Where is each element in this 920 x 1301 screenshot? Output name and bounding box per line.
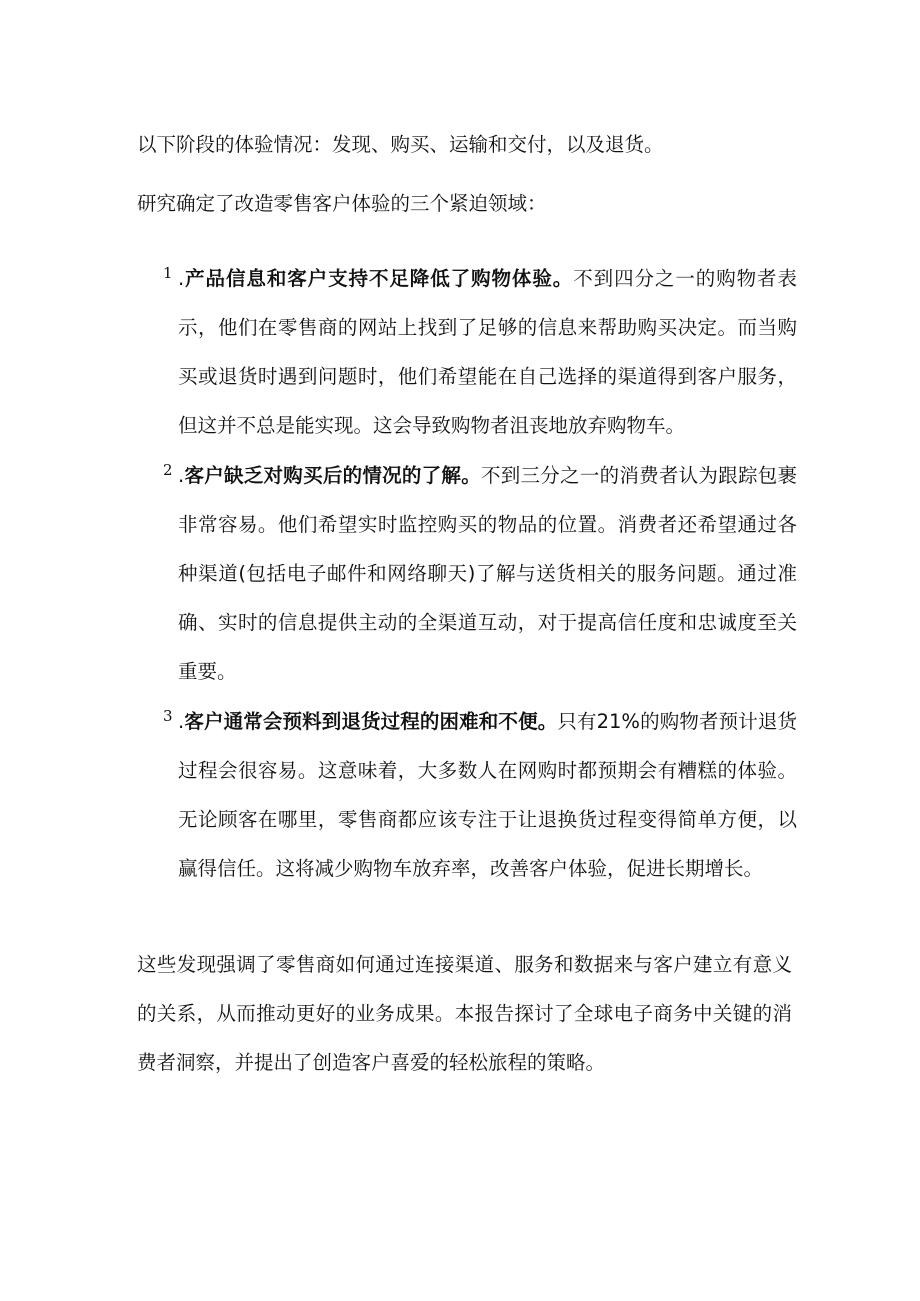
areas-intro-paragraph: 研究确定了改造零售客户体验的三个紧迫领域：: [137, 192, 547, 215]
finding-item-3: [137, 697, 797, 893]
finding-item-2: [137, 451, 797, 696]
finding-number: 1: [163, 264, 173, 282]
conclusion-paragraph: 这些发现强调了零售商如何通过连接渠道、服务和数据来与客户建立有意义的关系，从而推动更好的业务成果。本报告探讨了全球电子商务中关键的消费者洞察，并提出了创造客户喜爱的轻松旅程的策略。: [137, 953, 792, 1074]
finding-body: 只有21%的购物者预计退货过程会很容易。这意味着，大多数人在网购时都预期会有糟糕的体验。无论顾客在哪里，零售商都应该专注于让退换货过程变得简单方便，以赢得信任。这将减少购物车放弃率，改善客户体验，促进长期增长。: [178, 710, 797, 880]
intro-paragraph: 以下阶段的体验情况：发现、购买、运输和交付，以及退货。: [137, 133, 664, 156]
finding-text: [137, 697, 797, 893]
finding-text: [137, 254, 797, 450]
finding-dot: .: [178, 710, 185, 733]
finding-item-1: [137, 254, 797, 450]
finding-text: [137, 451, 797, 696]
finding-heading: 客户缺乏对购买后的情况的了解。: [184, 464, 481, 487]
finding-body: 不到三分之一的消费者认为跟踪包裹非常容易。他们希望实时监控购买的物品的位置。消费者还希望通过各种渠道(包括电子邮件和网络聊天)了解与送货相关的服务问题。通过准确、实时的信息提供主动的全渠道互动，对于提高信任度和忠诚度至关重要。: [178, 464, 797, 683]
finding-body: 不到四分之一的购物者表示，他们在零售商的网站上找到了足够的信息来帮助购买决定。而当购买或退货时遇到问题时，他们希望能在自己选择的渠道得到客户服务，但这并不总是能实现。这会导致购物者沮丧地放弃购物车。: [178, 267, 797, 437]
finding-dot: .: [178, 464, 185, 487]
finding-number: 3: [163, 707, 173, 725]
finding-heading: 产品信息和客户支持不足降低了购物体验。: [184, 267, 574, 290]
finding-dot: .: [178, 267, 185, 290]
finding-heading: 客户通常会预料到退货过程的困难和不便。: [184, 710, 558, 733]
finding-number: 2: [163, 461, 173, 479]
